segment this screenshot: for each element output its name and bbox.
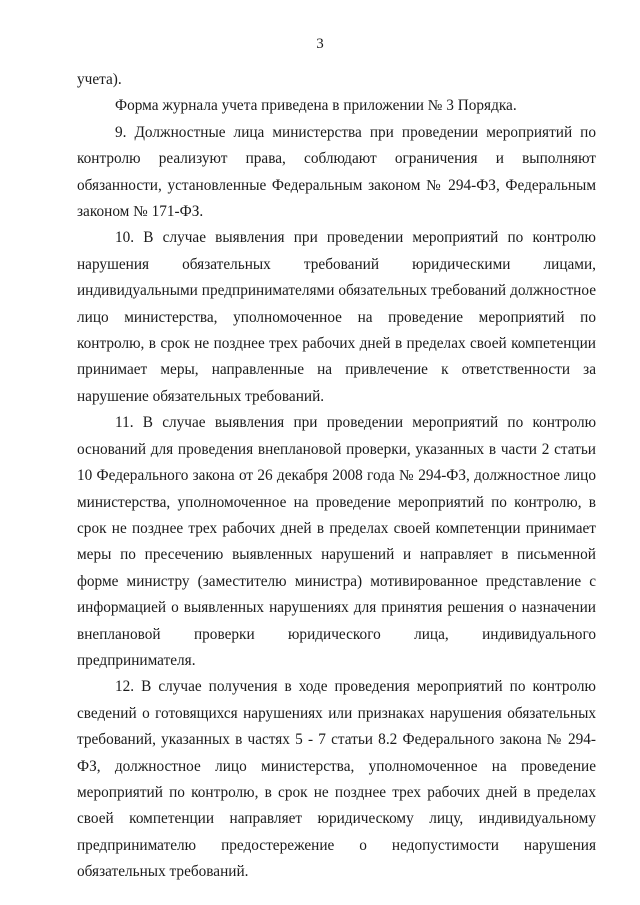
paragraph-9: 9. Должностные лица министерства при проведении мероприятий по контролю реализуют права, соблюдают ограничения и выполняют обязанности, установленные Федеральным законом № 294-ФЗ, Федеральным законом № 171-ФЗ. [77, 123, 596, 221]
document-body [77, 67, 596, 886]
paragraph-10: 10. В случае выявления при проведении мероприятий по контролю нарушения обязательных требований юридическими лицами, индивидуальными предпринимателями обязательных требований должностное лицо министерства, уполномоченное на проведение мероприятий по контролю, в срок не позднее трех рабочих дней в пределах своей компетенции принимает меры, направленные на привлечение к ответственности за нарушение обязательных требований. [77, 229, 596, 405]
paragraph-journal-form: Форма журнала учета приведена в приложении № 3 Порядка. [115, 97, 517, 115]
paragraph-continuation: учета). [77, 71, 122, 88]
page-number: 3 [316, 36, 324, 52]
paragraph-11: 11. В случае выявления при проведении мероприятий по контролю оснований для проведения внеплановой проверки, указанных в части 2 статьи 10 Федерального закона от 26 декабря 2008 года № 294-ФЗ, должностное лицо министерства, уполномоченное на проведение мероприятий по контролю, в срок не позднее трех рабочих дней в пределах своей компетенции принимает меры по пресечению выявленных нарушений и направляет в письменной форме министру (заместителю министра) мотивированное представление с информацией о выявленных нарушениях для принятия решения о назначении внеплановой проверки юридического лица, индивидуального предпринимателя. [77, 414, 596, 669]
paragraph-12: 12. В случае получения в ходе проведения мероприятий по контролю сведений о готовящихся нарушениях или признаках нарушения обязательных требований, указанных в частях 5 - 7 статьи 8.2 Федерального закона № 294-ФЗ, должностное лицо министерства, уполномоченное на проведение мероприятий по контролю, в срок не позднее трех рабочих дней в пределах своей компетенции направляет юридическому лицу, индивидуальному предпринимателю предостережение о недопустимости нарушения обязательных требований. [77, 678, 596, 881]
